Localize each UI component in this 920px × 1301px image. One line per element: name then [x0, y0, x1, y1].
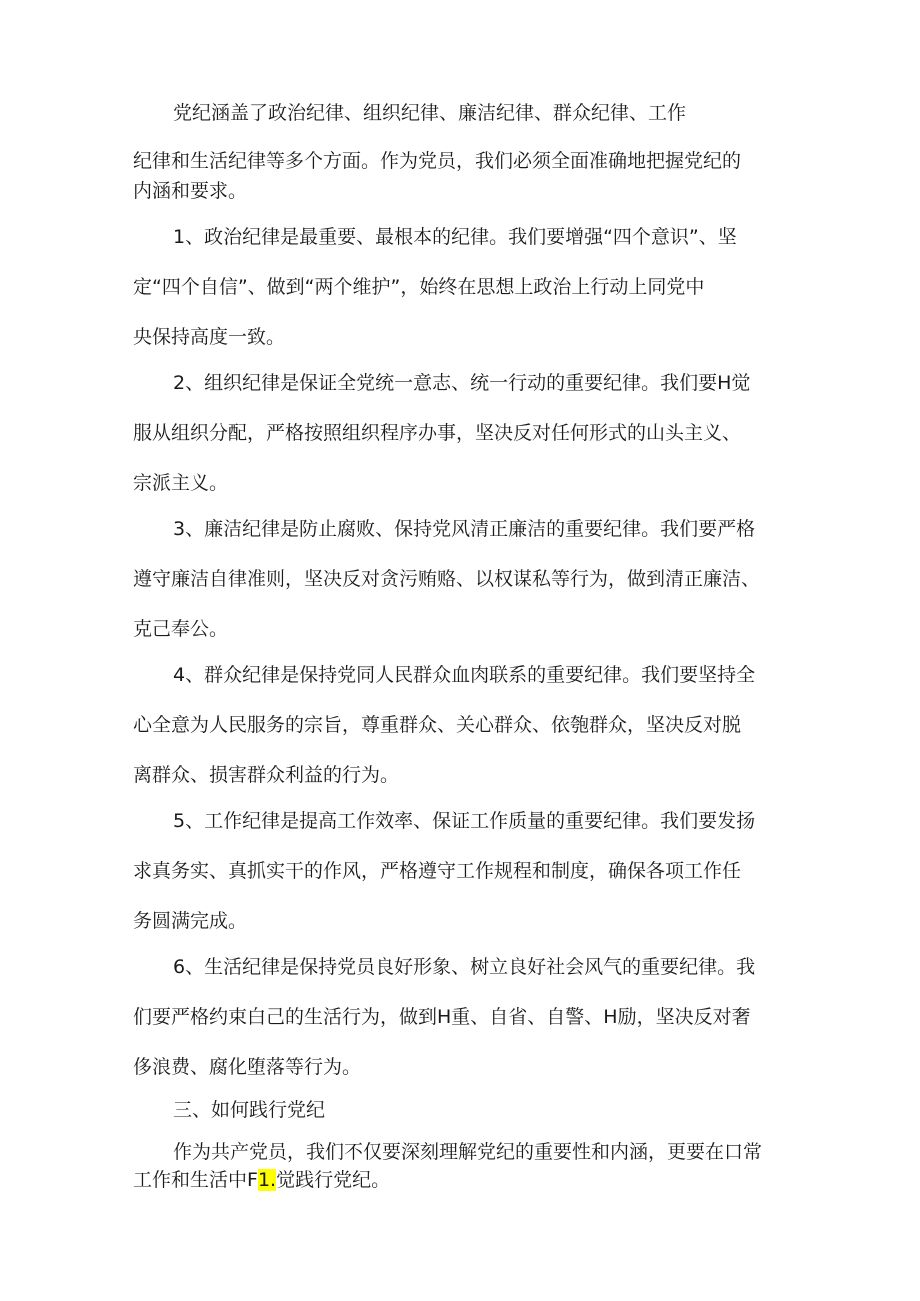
closing-paragraph	[133, 1138, 793, 1194]
item-5-line-2: 求真务实、真抓实干的作风，严格遵守工作规程和制度，确保各项工作任	[133, 860, 742, 882]
intro-paragraph-cont	[133, 146, 793, 206]
item-3-paragraph	[133, 504, 793, 654]
highlighted-text: 1.	[257, 1169, 277, 1191]
closing-line-2-post: 觉践行党纪。	[276, 1169, 391, 1191]
item-1-line-3: 央保持高度一致。	[133, 326, 286, 348]
item-4-line-3: 离群众、损害群众利益的行为。	[133, 764, 400, 786]
item-2-paragraph	[133, 358, 793, 508]
intro-line-1: 党纪涵盖了政治纪律、组织纪律、廉洁纪律、群众纪律、工作	[173, 102, 687, 124]
item-2-line-1: 2、组织纪律是保证全党统一意志、统一行动的重要纪律。我们要H觉	[173, 372, 751, 394]
item-1-line-2: 定“四个自信”、做到“两个维护”，始终在思想上政治上行动上同党中	[133, 276, 705, 298]
item-4-line-2: 心全意为人民服务的宗旨，尊重群众、关心群众、依匏群众，坚决反对脱	[133, 714, 742, 736]
item-3-line-1: 3、廉洁纪律是防止腐败、保持党风清正廉洁的重要纪律。我们要严格	[173, 518, 756, 540]
closing-line-1: 作为共产党员，我们不仅要深刻理解党纪的重要性和内涵，更要在口常	[173, 1141, 763, 1163]
item-3-line-3: 克己奉公。	[133, 618, 229, 640]
item-4-line-1: 4、群众纪律是保持党同人民群众血肉联系的重要纪律。我们要坚持全	[173, 664, 756, 686]
item-2-line-3: 宗派主义。	[133, 472, 229, 494]
item-2-line-2: 服从组织分配，严格按照组织程序办事，坚决反对任何形式的山头主义、	[133, 422, 742, 444]
item-6-line-2: 们要严格约束白己的生活行为，做到H重、自省、自警、H励，坚决反对奢	[133, 1006, 751, 1028]
item-6-line-1: 6、生活纪律是保持党员良好形象、树立良好社会风气的重要纪律。我	[173, 956, 756, 978]
intro-line-2: 纪律和生活纪律等多个方面。作为党员，我们必须全面准确地把握党纪的	[133, 150, 742, 172]
item-1-paragraph	[133, 212, 793, 362]
item-5-line-1: 5、工作纪律是提高工作效率、保证工作质量的重要纪律。我们要发扬	[173, 810, 756, 832]
section-heading-text: 三、如何践行党纪	[173, 1099, 326, 1121]
intro-paragraph	[133, 96, 793, 130]
item-5-paragraph	[133, 796, 793, 946]
item-1-line-1: 1、政治纪律是最重要、最根本的纪律。我们要增强“四个意识”、坚	[173, 226, 737, 248]
item-6-paragraph	[133, 942, 793, 1092]
item-5-line-3: 务圆满完成。	[133, 910, 248, 932]
item-6-line-3: 侈浪费、腐化堕落等行为。	[133, 1056, 362, 1078]
closing-line-2-pre: 工作和生活中F	[133, 1169, 258, 1191]
closing-line-2	[133, 1166, 793, 1194]
item-3-line-2: 遵守廉洁自律准则，坚决反对贪污贿赂、以权谋私等行为，做到清正廉洁、	[133, 568, 761, 590]
item-4-paragraph	[133, 650, 793, 800]
intro-line-3: 内涵和要求。	[133, 180, 248, 202]
section-heading	[133, 1093, 793, 1127]
